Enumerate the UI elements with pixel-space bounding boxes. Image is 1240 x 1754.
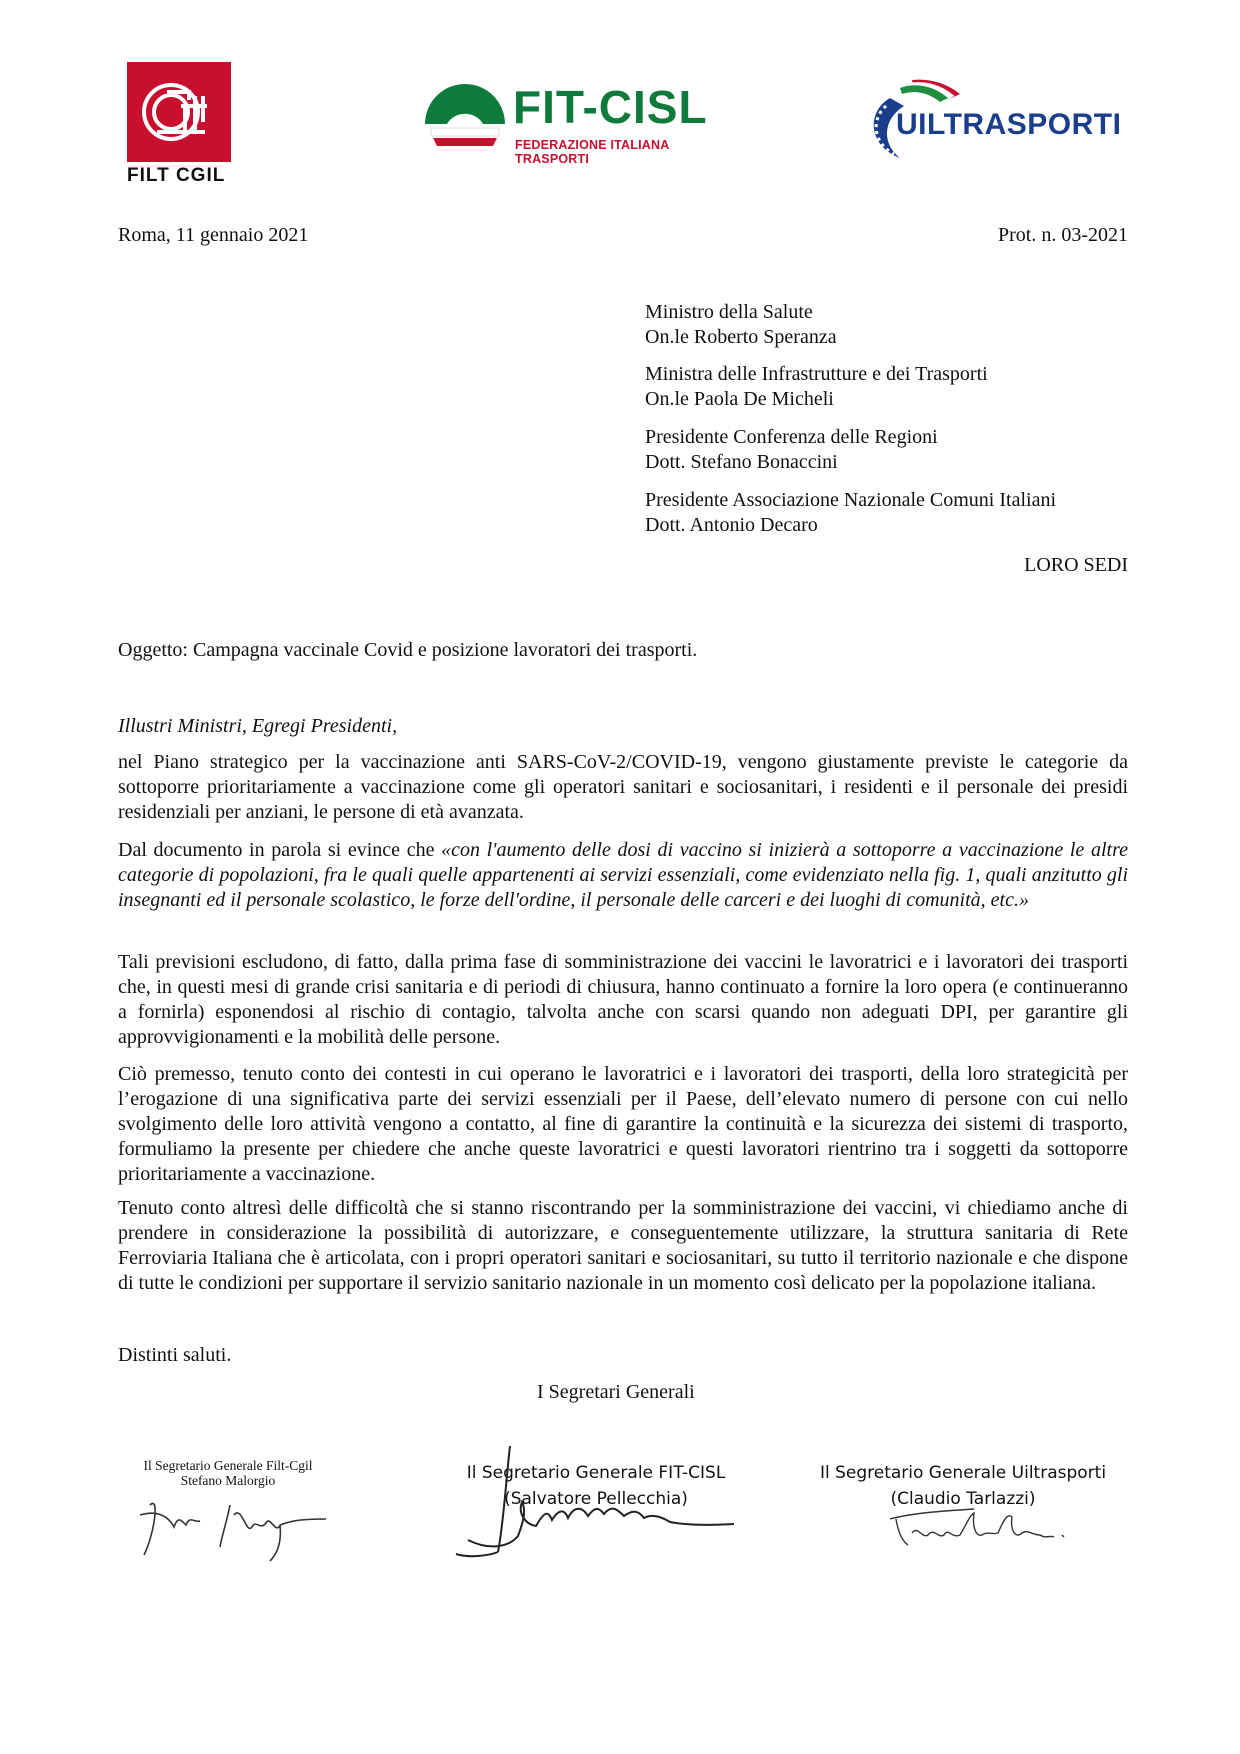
signatory-name: (Claudio Tarlazzi) — [890, 1489, 1036, 1509]
filt-cgil-emblem — [127, 62, 231, 162]
recipient-name: On.le Roberto Speranza — [645, 326, 837, 348]
recipient-name: Dott. Antonio Decaro — [645, 514, 818, 536]
body-paragraph-2 — [118, 838, 1128, 913]
uiltrasporti-name: UILTRASPORTI — [896, 108, 1122, 141]
recipient-name: On.le Paola De Micheli — [645, 388, 834, 410]
paragraph-text — [118, 838, 1128, 913]
signatory-title: Il Segretario Generale Uiltrasporti — [819, 1463, 1107, 1483]
body-paragraph-5 — [118, 1196, 1128, 1296]
letter-date: Roma, 11 gennaio 2021 — [118, 224, 309, 246]
handwritten-signature-pellecchia — [448, 1440, 748, 1570]
body-paragraph-1 — [118, 750, 1128, 825]
signatories-title: I Segretari Generali — [537, 1381, 695, 1403]
handwritten-signature-tarlazzi — [882, 1505, 1082, 1555]
filt-cgil-label: FILT CGIL — [127, 165, 226, 186]
signatory-name: (Salvatore Pellecchia) — [504, 1489, 688, 1509]
subject-line: Oggetto: Campagna vaccinale Covid e posizione lavoratori dei trasporti. — [118, 639, 698, 661]
signatory-name: Stefano Malorgio — [180, 1473, 276, 1488]
recipient-role: Ministra delle Infrastrutture e dei Trasporti — [645, 363, 988, 385]
loro-sedi: LORO SEDI — [1024, 554, 1128, 576]
quoted-text: «con l'aumento delle dosi di vaccino si inizierà a sottoporre a vaccinazione le altre categorie di popolazioni, fra le quali quelle appartenenti ai servizi essenziali, come evidenziato nella fig. 1, quali anzitutto gli insegnanti ed il personale scolastico, le forze dell'ordine, il personale delle carceri e dei luoghi di comunità, etc.» — [118, 839, 1128, 911]
fit-cisl-dome-icon — [423, 84, 507, 148]
closing: Distinti saluti. — [118, 1344, 232, 1366]
recipient-role: Presidente Conferenza delle Regioni — [645, 426, 938, 448]
paragraph-text: Tali previsioni escludono, di fatto, dalla prima fase di somministrazione dei vaccini le lavoratrici e i lavoratori dei trasporti che, in questi mesi di grande crisi sanitaria e di periodi di chiusura, hanno continuato a fornire la loro opera (e continueranno a fornirla) esponendosi al rischio di contagio, talvolta anche con scarsi quando non adeguati DPI, per garantire gli approvvigionamenti e la mobilità delle persone. — [118, 951, 1128, 1048]
recipient-name: Dott. Stefano Bonaccini — [645, 451, 838, 473]
body-paragraph-3 — [118, 950, 1128, 1050]
signatory-title: Il Segretario Generale Filt-Cgil — [143, 1458, 313, 1473]
uiltrasporti-logo — [860, 76, 1128, 171]
quote-intro: Dal documento in parola si evince che — [118, 839, 442, 861]
fit-cisl-subtitle: FEDERAZIONE ITALIANA TRASPORTI — [515, 138, 669, 166]
recipient-block — [645, 488, 1125, 538]
body-paragraph-4 — [118, 1062, 1128, 1187]
paragraph-text: Tenuto conto altresì delle difficoltà che si stanno riscontrando per la somministrazione dei vaccini, vi chiediamo anche di prendere in considerazione la possibilità di autorizzare, e conseguentemente utilizzare, la struttura sanitaria di Rete Ferroviaria Italiana che è articolata, con i propri operatori sanitari e sociosanitari, su tutto il territorio nazionale e che dispone di tutte le condizioni per supportare il servizio sanitario nazionale in un momento così delicato per la popolazione italiana. — [118, 1197, 1128, 1294]
recipient-block — [645, 362, 1125, 412]
recipient-block — [645, 300, 1125, 350]
salutation: Illustri Ministri, Egregi Presidenti, — [118, 715, 398, 737]
signatory-title: Il Segretario Generale FIT-CISL — [466, 1463, 726, 1483]
fit-cisl-logo — [423, 80, 733, 170]
recipient-role: Presidente Associazione Nazionale Comuni Italiani — [645, 489, 1056, 511]
recipient-block — [645, 425, 1125, 475]
handwritten-signature-malorgio — [130, 1475, 340, 1565]
recipient-role: Ministro della Salute — [645, 301, 813, 323]
filt-cgil-logo — [127, 62, 231, 188]
paragraph-text: Ciò premesso, tenuto conto dei contesti in cui operano le lavoratrici e i lavoratori dei trasporti, della loro strategicità per l’erogazione di una significativa parte dei servizi essenziali per il Paese, dell’elevato numero di persone con cui nello svolgimento delle loro attività vengono a contatto, al fine di garantire la continuità e la sicurezza dei sistemi di trasporto, formuliamo la presente per chiedere che anche queste lavoratrici e questi lavoratori rientrino tra i soggetti da sottoporre prioritariamente a vaccinazione. — [118, 1063, 1128, 1185]
protocol-number: Prot. n. 03-2021 — [998, 224, 1128, 246]
fit-cisl-name: FIT-CISL — [513, 81, 708, 133]
paragraph-text: nel Piano strategico per la vaccinazione anti SARS-CoV-2/COVID-19, vengono giustamente previste le categorie da sottoporre prioritariamente a vaccinazione come gli operatori sanitari e sociosanitari, i residenti e il personale dei presidi residenziali per anziani, le persone di età avanzata. — [118, 751, 1128, 823]
filt-cgil-mark-icon — [127, 62, 231, 162]
